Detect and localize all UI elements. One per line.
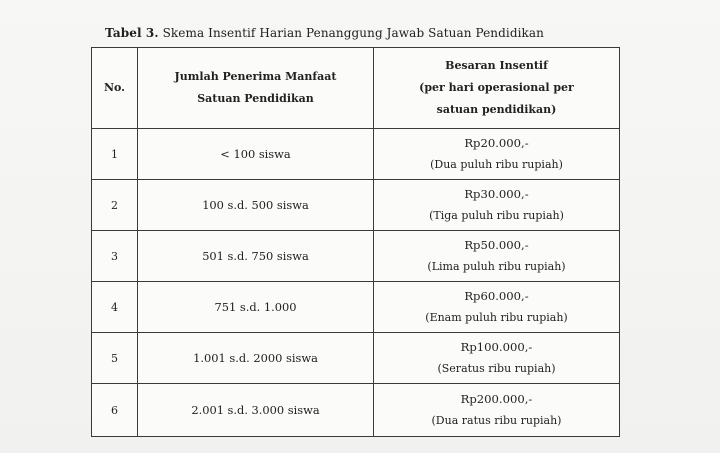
recipient-range: 2.001 s.d. 3.000 siswa	[138, 384, 374, 437]
incentive-words: (Tiga puluh ribu rupiah)	[429, 209, 564, 222]
recipient-range: 501 s.d. 750 siswa	[138, 231, 374, 282]
recipient-range: 1.001 s.d. 2000 siswa	[138, 333, 374, 384]
table-header-row	[92, 48, 620, 129]
incentive-amount: Rp20.000,-	[464, 136, 529, 150]
incentive-words: (Dua puluh ribu rupiah)	[430, 158, 563, 171]
table-row	[92, 129, 620, 180]
row-number: 2	[92, 180, 138, 231]
caption-text: Skema Insentif Harian Penanggung Jawab Satuan Pendidikan	[162, 26, 545, 40]
row-number: 4	[92, 282, 138, 333]
caption-label: Tabel 3.	[105, 26, 159, 40]
incentive-cell	[374, 282, 620, 333]
recipient-range: 100 s.d. 500 siswa	[138, 180, 374, 231]
row-number: 1	[92, 129, 138, 180]
incentive-cell	[374, 180, 620, 231]
header-no: No.	[92, 48, 138, 129]
header-incentive-line-3: satuan pendidikan)	[436, 103, 557, 116]
incentive-cell	[374, 231, 620, 282]
incentive-cell	[374, 384, 620, 437]
table-row	[92, 231, 620, 282]
incentive-amount: Rp30.000,-	[464, 187, 529, 201]
incentive-words: (Lima puluh ribu rupiah)	[427, 260, 566, 273]
incentive-cell	[374, 129, 620, 180]
header-recipients-line-1: Jumlah Penerima Manfaat	[174, 70, 337, 83]
recipient-range: 751 s.d. 1.000	[138, 282, 374, 333]
row-number: 6	[92, 384, 138, 437]
table-caption	[105, 26, 544, 40]
table-row	[92, 180, 620, 231]
table-row	[92, 282, 620, 333]
incentive-amount: Rp50.000,-	[464, 238, 529, 252]
table-row	[92, 384, 620, 437]
incentive-amount: Rp60.000,-	[464, 289, 529, 303]
incentive-amount: Rp200.000,-	[460, 392, 533, 406]
header-incentive-line-1: Besaran Insentif	[445, 59, 548, 72]
incentive-words: (Enam puluh ribu rupiah)	[425, 311, 568, 324]
incentive-table	[91, 47, 620, 437]
incentive-cell	[374, 333, 620, 384]
row-number: 5	[92, 333, 138, 384]
header-recipients	[138, 48, 374, 129]
header-recipients-line-2: Satuan Pendidikan	[197, 92, 314, 105]
incentive-words: (Dua ratus ribu rupiah)	[431, 414, 562, 427]
row-number: 3	[92, 231, 138, 282]
header-incentive-line-2: (per hari operasional per	[419, 81, 574, 94]
incentive-amount: Rp100.000,-	[460, 340, 533, 354]
header-incentive	[374, 48, 620, 129]
table-row	[92, 333, 620, 384]
recipient-range: < 100 siswa	[138, 129, 374, 180]
incentive-words: (Seratus ribu rupiah)	[437, 362, 556, 375]
